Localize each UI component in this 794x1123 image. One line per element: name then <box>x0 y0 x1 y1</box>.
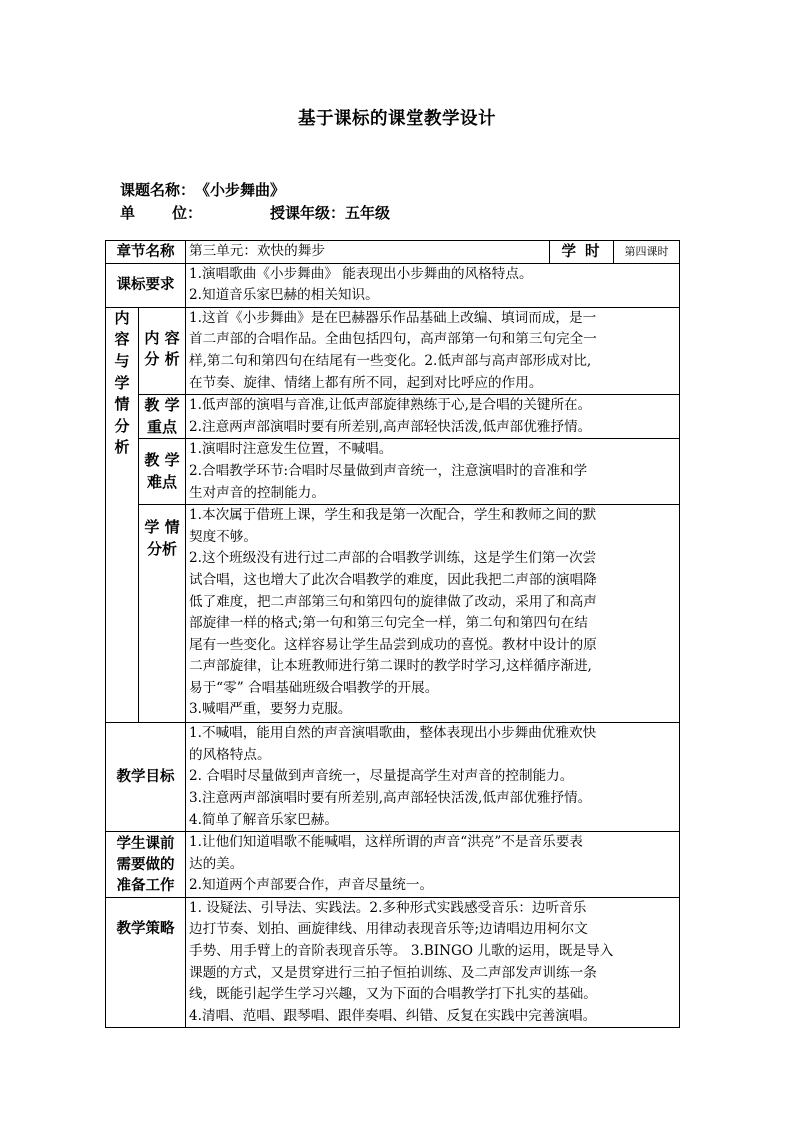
goals-text <box>186 723 680 832</box>
text-line: 生对声音的控制能力。 <box>189 484 325 501</box>
text-line: 尾有一些变化。这样容易让学生品尝到成功的喜悦。教材中设计的原 <box>189 636 597 653</box>
text-line: 首二声部的合唱作品。全曲包括四句，高声部第一句和第三句完全一 <box>189 331 597 348</box>
hours-label: 学 时 <box>550 241 614 264</box>
prep-row <box>106 832 680 898</box>
text-line: 边打节奏、划拍、画旋律线、用律动表现音乐等;边请唱边用柯尔文 <box>189 921 588 938</box>
goals-row <box>106 723 680 832</box>
unit-label-1: 单 <box>120 204 136 222</box>
difficulty-label <box>139 439 186 505</box>
label-line: 分析 <box>146 539 177 558</box>
hours-value: 第四课时 <box>614 241 680 264</box>
student-analysis-label <box>139 505 186 723</box>
content-analysis-label <box>139 307 186 394</box>
text-line: 1.演唱时注意发生位置，不喊唱。 <box>189 441 393 458</box>
label-line: 难点 <box>146 472 177 491</box>
course-label: 课题名称： <box>120 181 196 199</box>
course-title-line <box>120 179 285 200</box>
unit-label-2: 位： <box>172 204 203 222</box>
student-analysis-text <box>186 505 680 723</box>
grade-label: 授课年级： <box>270 204 346 222</box>
label-line: 需要做的 <box>116 855 175 873</box>
text-line: 2.知道两个声部要合作，声音尽量统一。 <box>189 877 434 894</box>
label-line: 准备工作 <box>116 876 175 894</box>
analysis-vertical-label <box>106 307 139 722</box>
text-line: 3.喊唱严重，要努力克服。 <box>189 701 352 718</box>
label-line: 内 容 <box>144 328 180 347</box>
text-line: 1.这首《小步舞曲》是在巴赫器乐作品基础上改编、填词而成，是一 <box>189 309 597 326</box>
standards-label: 课标要求 <box>106 263 186 307</box>
label-line: 学 情 <box>144 518 180 537</box>
prep-text <box>186 832 680 898</box>
vertical-char: 分 <box>114 416 130 435</box>
prep-label <box>106 832 186 898</box>
chapter-row <box>106 241 680 264</box>
strategy-row <box>106 897 680 1028</box>
vertical-char: 情 <box>114 395 130 414</box>
chapter-label: 章节名称 <box>106 241 186 264</box>
text-line: 契度不够。 <box>189 528 257 545</box>
vertical-char: 与 <box>114 351 130 370</box>
document-title: 基于课标的课堂教学设计 <box>298 109 496 129</box>
text-line: 达的美。 <box>189 855 244 872</box>
vertical-char: 容 <box>114 330 130 349</box>
lesson-plan-table <box>105 240 680 1028</box>
text-line: 1.本次属于借班上课，学生和我是第一次配合，学生和教师之间的默 <box>189 507 597 524</box>
text-line: 2. 合唱时尽量做到声音统一，尽量提高学生对声音的控制能力。 <box>189 768 574 785</box>
text-line: 2.这个班级没有进行过二声部的合唱教学训练，这是学生们第一次尝 <box>189 550 597 567</box>
text-line: 课题的方式，又是贯穿进行三拍子恒拍训练、及二声部发声训练一条 <box>189 964 597 981</box>
content-analysis-text <box>186 307 680 394</box>
text-line: 4.简单了解音乐家巴赫。 <box>189 811 338 828</box>
label-line: 学生课前 <box>116 834 175 852</box>
standards-line: 2.知道音乐家巴赫的相关知识。 <box>189 287 379 304</box>
label-line: 教 学 <box>144 451 180 470</box>
label-line: 分 析 <box>144 350 180 369</box>
unit-grade-line <box>120 202 390 223</box>
standards-content <box>186 263 680 307</box>
goals-label: 教学目标 <box>106 723 186 832</box>
text-line: 样,第二句和第四句在结尾有一些变化。2.低声部与高声部形成对比, <box>189 352 592 369</box>
grade-value: 五年级 <box>345 204 391 222</box>
strategy-text <box>186 897 680 1028</box>
label-line: 教 学 <box>144 396 180 415</box>
text-line: 1. 设疑法、引导法、实践法。2.多种形式实践感受音乐：边听音乐 <box>189 899 587 916</box>
difficulty-row <box>106 439 680 505</box>
strategy-label: 教学策略 <box>106 897 186 1028</box>
content-analysis-row <box>106 307 680 394</box>
text-line: 试合唱，这也增大了此次合唱教学的难度，因此我把二声部的演唱降 <box>189 571 597 588</box>
label-line: 重点 <box>146 417 177 436</box>
student-analysis-row <box>106 505 680 723</box>
standards-row <box>106 263 680 307</box>
text-line: 手势、用手臂上的音阶表现音乐等。 3.BINGO 儿歌的运用，既是导入 <box>189 943 614 960</box>
standards-line: 1.演唱歌曲《小步舞曲》 能表现出小步舞曲的风格特点。 <box>189 265 533 282</box>
text-line: 二声部旋律，让本班教师进行第二课时的教学时学习,这样循序渐进, <box>189 658 592 675</box>
vertical-char: 内 <box>114 308 130 327</box>
text-line: 1.低声部的演唱与音准,让低声部旋律熟练于心,是合唱的关键所在。 <box>189 397 592 414</box>
text-line: 4.清唱、范唱、跟琴唱、跟伴奏唱、纠错、反复在实践中完善演唱。 <box>189 1007 597 1024</box>
vertical-char: 析 <box>114 438 130 457</box>
text-line: 在节奏、旋律、情绪上都有所不同，起到对比呼应的作用。 <box>189 374 543 391</box>
text-line: 易于“零” 合唱基础班级合唱教学的开展。 <box>189 679 439 696</box>
key-points-row <box>106 395 680 439</box>
chapter-value: 第三单元：欢快的舞步 <box>186 241 550 264</box>
key-points-label <box>139 395 186 439</box>
text-line: 线，既能引起学生学习兴趣，又为下面的合唱教学打下扎实的基础。 <box>189 986 597 1003</box>
difficulty-text <box>186 439 680 505</box>
text-line: 的风格特点。 <box>189 746 271 763</box>
vertical-char: 学 <box>114 373 130 392</box>
key-points-text <box>186 395 680 439</box>
text-line: 2.合唱教学环节:合唱时尽量做到声音统一，注意演唱时的音准和学 <box>189 462 588 479</box>
course-value: 《小步舞曲》 <box>195 181 286 199</box>
text-line: 2.注意两声部演唱时要有所差别,高声部轻快活泼,低声部优雅抒情。 <box>189 418 592 435</box>
text-line: 3.注意两声部演唱时要有所差别,高声部轻快活泼,低声部优雅抒情。 <box>189 789 592 806</box>
text-line: 部旋律一样的格式;第一句和第三句完全一样，第二句和第四句在结 <box>189 615 588 632</box>
text-line: 1.让他们知道唱歌不能喊唱，这样所谓的声音“洪亮”不是音乐要表 <box>189 834 583 851</box>
text-line: 低了难度，把二声部第三句和第四句的旋律做了改动，采用了和高声 <box>189 593 597 610</box>
text-line: 1.不喊唱，能用自然的声音演唱歌曲，整体表现出小步舞曲优雅欢快 <box>189 725 597 742</box>
